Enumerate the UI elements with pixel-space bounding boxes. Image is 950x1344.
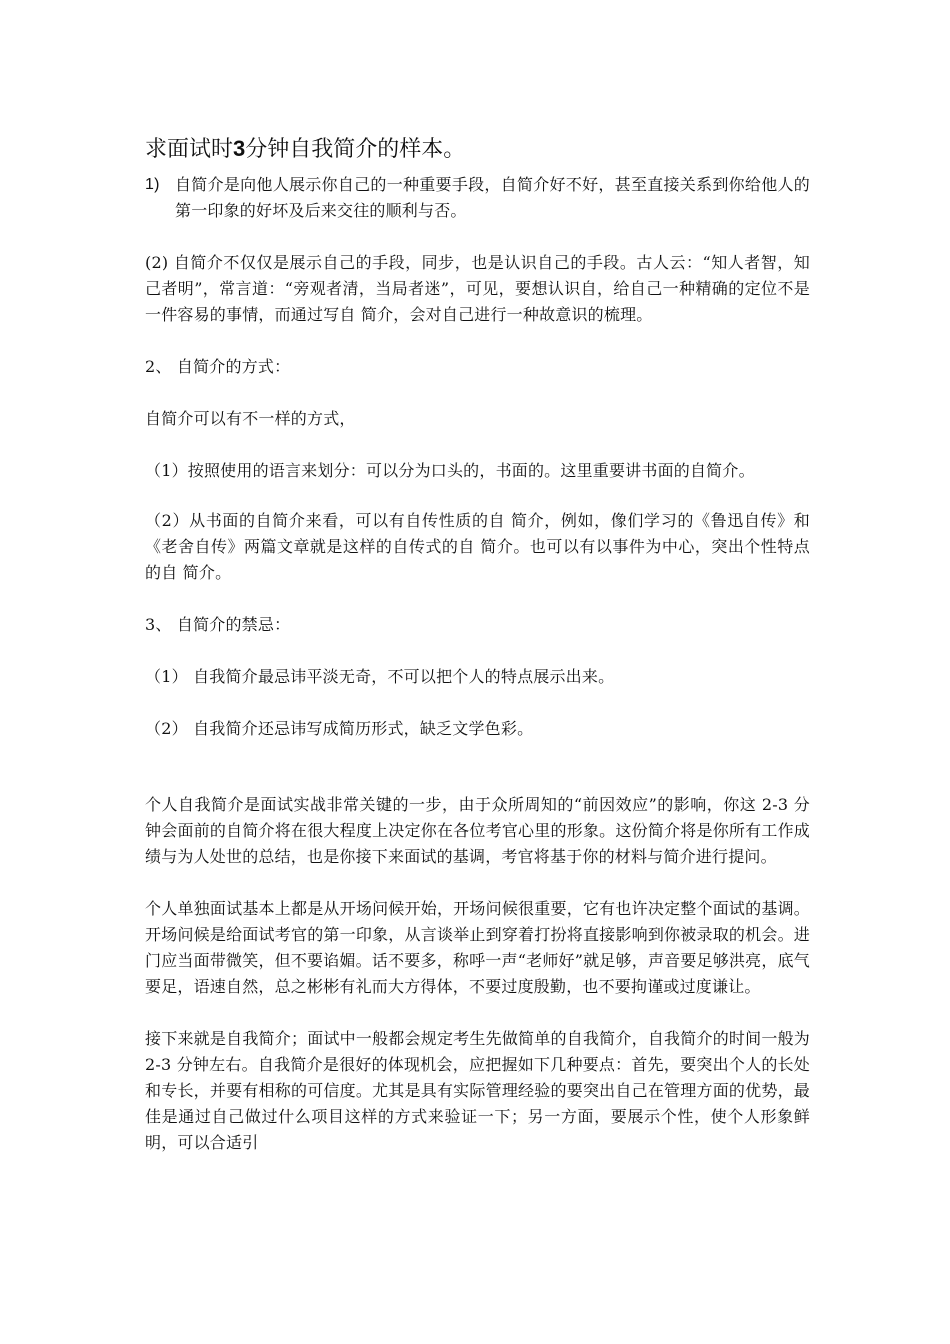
item-1-number: 1)	[145, 176, 160, 193]
paragraph-c: 接下来就是自我简介；面试中一般都会规定考生先做简单的自我简介，自我简介的时间一般为 2-3 分钟左右。自我简介是很好的体现机会，应把握如下几种要点：首先，要突出个人的长处和专长，并要有相称的可信度。尤其是具有实际管理经验的要突出自己在管理方面的优势，最佳是通过自己做过什么项目这样的方式来验证一下；另一方面，要展示个性，使个人形象鲜明，可以合适引	[145, 1029, 810, 1152]
paragraph-a: 个人自我简介是面试实战非常关键的一步，由于众所周知的“前因效应”的影响，你这 2-3 分钟会面前的自简介将在很大程度上决定你在各位考官心里的形象。这份简介将是你所有工作成绩与为人处世的总结，也是你接下来面试的基调，考官将基于你的材料与简介进行提问。	[145, 795, 810, 866]
document-title: 求面试时3分钟自我简介的样本。	[145, 136, 466, 162]
item-1	[145, 172, 810, 224]
paragraph-b: 个人单独面试基本上都是从开场问候开始，开场问候很重要，它有也许决定整个面试的基调。开场问候是给面试考官的第一印象，从言谈举止到穿着打扮将直接影响到你被录取的机会。进门应当面带微笑，但不要谄媚。话不要多，称呼一声“老师好”就足够，声音要足够洪亮，底气要足，语速自然，总之彬彬有礼而大方得体，不要过度殷勤，也不要拘谨或过度谦让。	[145, 899, 810, 996]
section-heading-3: 3、 自简介的禁忌：	[145, 615, 291, 634]
taboo-1: （1） 自我简介最忌讳平淡无奇，不可以把个人的特点展示出来。	[145, 667, 615, 686]
taboo-2: （2） 自我简介还忌讳写成简历形式，缺乏文学色彩。	[145, 719, 534, 738]
section-heading-2: 2、 自简介的方式：	[145, 357, 291, 376]
item-1-text: 自简介是向他人展示你自己的一种重要手段，自简介好不好，甚至直接关系到你给他人的第一印象的好坏及后来交往的顺利与否。	[175, 175, 810, 220]
paragraph-method: 自简介可以有不一样的方式，	[145, 409, 356, 428]
paragraph-2: (2) 自简介不仅仅是展示自己的手段，同步，也是认识自己的手段。古人云：“知人者智，知己者明”，常言道：“旁观者清，当局者迷”，可见，要想认识自，给自己一种精确的定位不是一件容易的事情，而通过写自 简介，会对自己进行一种故意识的梳理。	[145, 253, 810, 324]
method-1: （1）按照使用的语言来划分：可以分为口头的，书面的。这里重要讲书面的自简介。	[145, 461, 755, 480]
method-2: （2）从书面的自简介来看，可以有自传性质的自 简介，例如，像们学习的《鲁迅自传》和《老舍自传》两篇文章就是这样的自传式的自 简介。也可以有以事件为中心，突出个性特点的自 简介。	[145, 511, 810, 582]
title-bold-number: 3	[233, 136, 246, 161]
document-page	[145, 133, 810, 1156]
